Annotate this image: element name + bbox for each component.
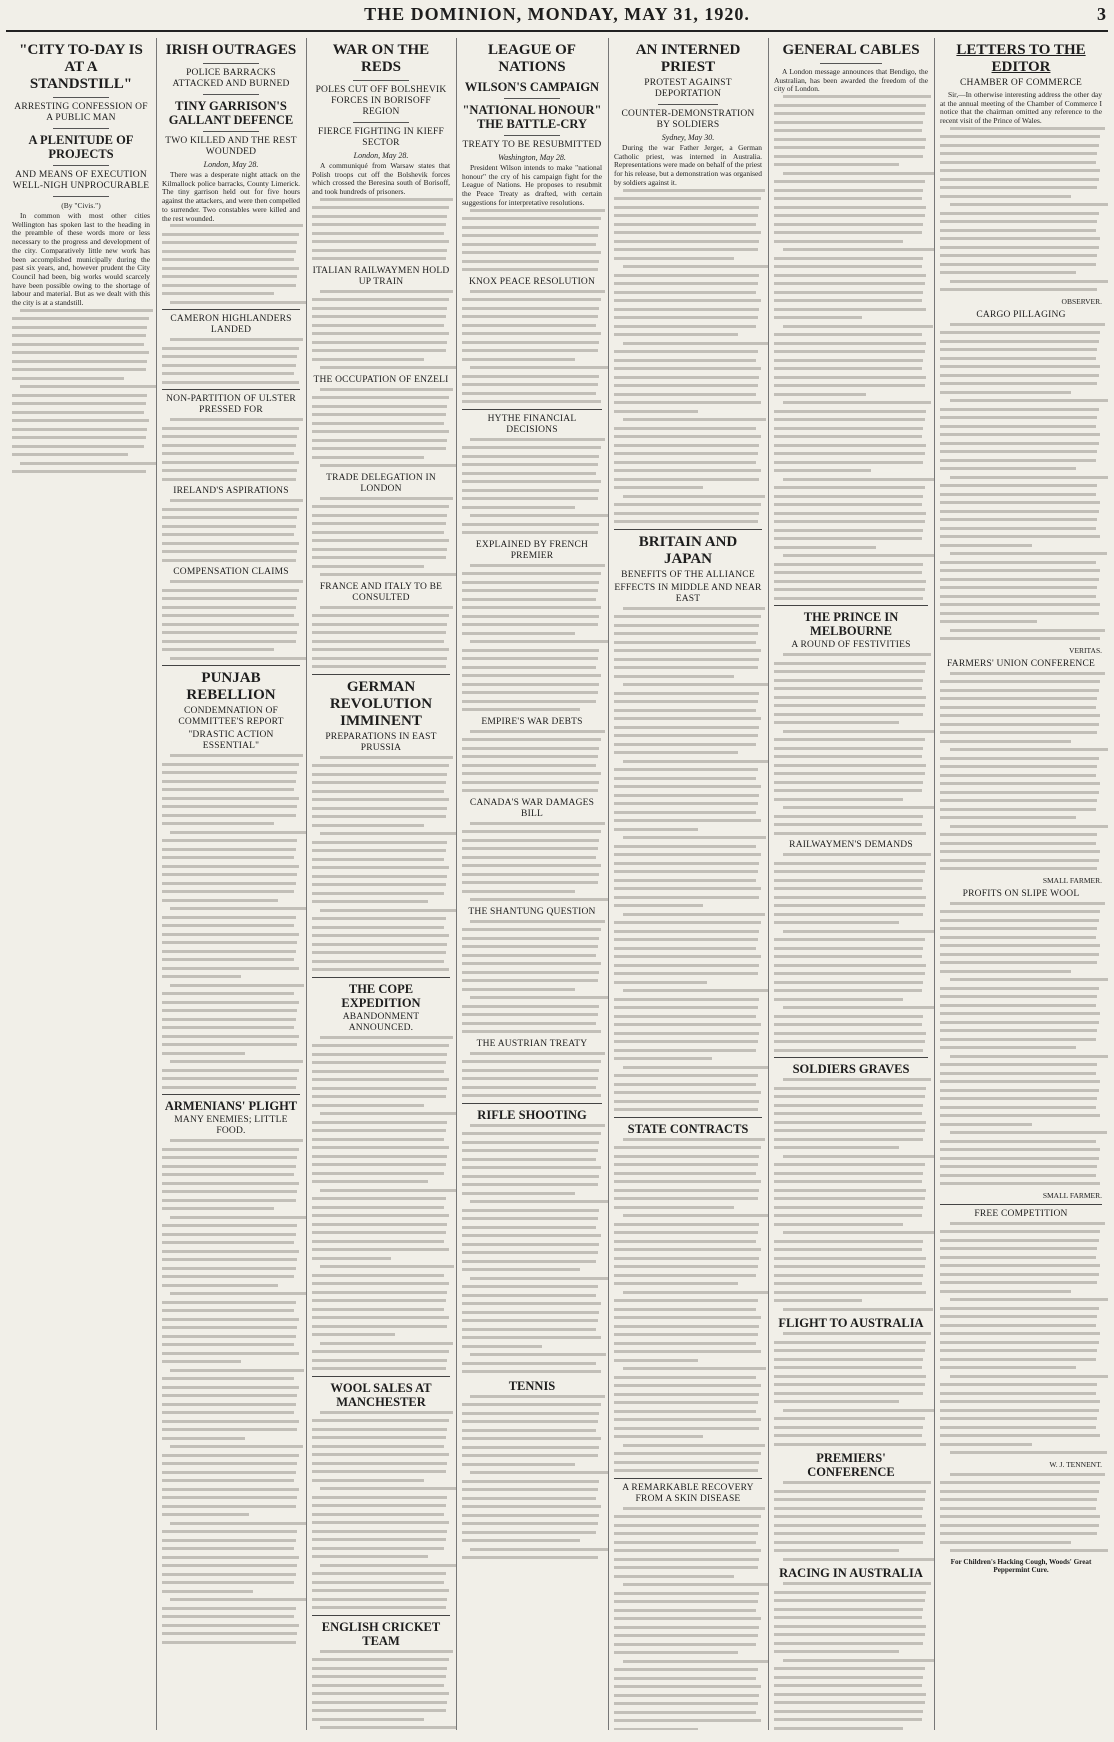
col3-filler-b [312, 290, 450, 370]
col5-subhead-2: COUNTER-DEMONSTRATION BY SOLDIERS [621, 109, 755, 130]
col6-filler-b [774, 653, 928, 835]
col4-body: President Wilson intends to make "national honour" the cry of his campaign fight for the League of Nations. He proposes to resubmit the Peace Treaty as drafted, with certain suggestions for interpretative resolutions. [462, 163, 602, 207]
col4-head-2: KNOX PEACE RESOLUTION [468, 276, 596, 287]
col7-head-5: FREE COMPETITION [974, 1208, 1068, 1219]
col7-filler-e [940, 1222, 1102, 1455]
col7-signature-3: SMALL FARMER. [1042, 875, 1102, 885]
col7-signature-5: W. J. TENNENT. [1049, 1459, 1102, 1469]
col1-subhead-3: AND MEANS OF EXECUTION WELL-NIGH UNPROCURABLE [12, 170, 150, 191]
col4-filler-g [462, 920, 602, 1034]
col6-headline: GENERAL CABLES [782, 42, 920, 58]
col4-filler-h [462, 1052, 602, 1098]
col2-dateline: London, May 28. [203, 160, 259, 169]
col4-dateline: Washington, May 28. [498, 153, 566, 162]
col6-head-3: RAILWAYMEN'S DEMANDS [789, 840, 913, 851]
col4-filler-b [462, 290, 602, 404]
col7-head-2: CARGO PILLAGING [976, 309, 1066, 320]
col4-subhead-3: TREATY TO BE RESUBMITTED [462, 140, 602, 150]
col6-head-4: SOLDIERS GRAVES [792, 1062, 910, 1077]
col7-filler-d [940, 902, 1102, 1186]
col7-filler-b [940, 323, 1102, 641]
col7-signature-1: OBSERVER. [1061, 296, 1102, 306]
col3-head-6-sub: PREPARATIONS IN EAST PRUSSIA [325, 731, 437, 753]
col3-filler-d [312, 497, 450, 577]
column-3 [306, 38, 457, 1730]
col5-filler-a [614, 189, 762, 524]
col3-filler-g [312, 1036, 450, 1371]
col3-headline: WAR ON THE REDS [332, 42, 430, 75]
col4-subhead-1: WILSON'S CAMPAIGN [464, 80, 600, 94]
col3-head-8: WOOL SALES AT MANCHESTER [330, 1380, 432, 1409]
col3-filler-f [312, 756, 450, 972]
col3-filler-e [312, 606, 450, 669]
col6-filler-c [774, 853, 928, 1052]
col2-filler-a [162, 224, 300, 304]
col5-body: During the war Father Jerger, a German Catholic priest, was interned in Australia. Representations were made on behalf of the priest for his release, but a demonstration was organised by soldiers against it. [614, 143, 762, 187]
col2-head-7: ARMENIANS' PLIGHT [164, 1099, 298, 1114]
col7-advert: For Children's Hacking Cough, Woods' Great Peppermint Cure. [950, 1557, 1092, 1574]
col2-head-6-sub: CONDEMNATION OF COMMITTEE'S REPORT [178, 706, 284, 728]
col3-head-7: THE COPE EXPEDITION [341, 981, 421, 1010]
col6-filler-g [774, 1582, 928, 1730]
col4-head-6: CANADA'S WAR DAMAGES BILL [469, 797, 595, 819]
col5-dateline: Sydney, May 30. [661, 133, 715, 142]
col2-filler-d [162, 499, 300, 562]
col2-headline: IRISH OUTRAGES [165, 42, 297, 58]
col7-head-4: PROFITS ON SLIPE WOOL [962, 888, 1080, 899]
col5-filler-d [614, 1507, 762, 1730]
col1-body: In common with most other cities Wellington has spoken last to the heading in the preamble of these words more or less necessary to the progress and development of the city. Comparatively little new work has been accomplished municipally during the past six years, and, however prudent the City Council had been, big works would scarcely have been possible owing to the shortage of labour and material. But as we dealt with this the city is at a standstill. [12, 211, 150, 308]
column-6 [768, 38, 935, 1730]
col4-headline: LEAGUE OF NATIONS [488, 42, 576, 75]
column-5 [608, 38, 769, 1730]
col6-filler-f [774, 1481, 928, 1561]
col4-filler-i [462, 1124, 602, 1374]
col6-head-5: FLIGHT TO AUSTRALIA [778, 1316, 924, 1331]
col4-filler-e [462, 730, 602, 793]
col3-head-2: ITALIAN RAILWAYMEN HOLD UP TRAIN [312, 265, 450, 287]
col3-filler-i [312, 1650, 450, 1730]
col4-subhead-2: "NATIONAL HONOUR" THE BATTLE-CRY [462, 103, 602, 131]
col7-body: Sir,—In otherwise interesting address the other day at the annual meeting of the Chamber of Commerce I notice that the chairman omitted any reference to the recent visit of the Prince of Wales. [940, 90, 1102, 126]
col7-signature-2: VERITAS. [1069, 645, 1102, 655]
col2-subhead-2: TINY GARRISON'S GALLANT DEFENCE [168, 99, 294, 127]
col1-byline: (By "Civis.") [61, 201, 101, 210]
col3-head-5: FRANCE AND ITALY TO BE CONSULTED [319, 581, 443, 603]
column-1 [6, 38, 157, 1730]
col3-head-9: ENGLISH CRICKET TEAM [321, 1619, 441, 1648]
col2-head-2: CAMERON HIGHLANDERS LANDED [170, 314, 292, 336]
col1-filler-text [12, 309, 150, 474]
col3-filler-h [312, 1411, 450, 1610]
col3-filler-a [312, 198, 450, 261]
col1-subhead-1: ARRESTING CONFESSION OF A PUBLIC MAN [14, 102, 148, 123]
col1-subhead-2: A PLENITUDE OF PROJECTS [28, 133, 134, 161]
col4-head-9: RIFLE SHOOTING [477, 1107, 587, 1122]
col3-head-4: TRADE DELEGATION IN LONDON [326, 472, 436, 494]
col7-filler-a [940, 127, 1102, 292]
col2-head-4: IRELAND'S ASPIRATIONS [173, 486, 289, 497]
col4-filler-c [462, 438, 602, 535]
col7-signature-4: SMALL FARMER. [1042, 1190, 1102, 1200]
col3-body: A communiqué from Warsaw states that Polish troops cut off the Bolshevik forces which crossed the Beresina south of Borisoff, and took hundreds of prisoners. [312, 161, 450, 197]
col4-filler-f [462, 822, 602, 902]
col5-head-2-sub: BENEFITS OF THE ALLIANCE [621, 569, 755, 580]
col2-filler-e [162, 580, 300, 660]
col6-body: A London message announces that Bendigo, the Australian, has been awarded the freedom of the city of London. [774, 67, 928, 94]
col3-head-3: THE OCCUPATION OF ENZELI [313, 374, 449, 385]
column-2 [156, 38, 307, 1730]
col1-headline: "CITY TO-DAY IS AT A STANDSTILL" [19, 42, 143, 92]
col6-filler-e [774, 1332, 928, 1446]
col6-head-6: PREMIERS' CONFERENCE [807, 1451, 895, 1480]
col5-head-2: BRITAIN AND JAPAN [638, 533, 738, 567]
column-4 [456, 38, 609, 1730]
col2-filler-b [162, 338, 300, 384]
col7-head-1: CHAMBER OF COMMERCE [959, 78, 1083, 88]
col2-filler-g [162, 1139, 300, 1644]
col2-body: There was a desperate night attack on the Kilmallock police barracks, County Limerick. The tiny garrison held out for five hours against the attackers, and were then compelled to surrender. Two constables were killed and the rest wounded. [162, 170, 300, 223]
col2-head-7-sub: MANY ENEMIES; LITTLE FOOD. [174, 1115, 288, 1137]
col5-filler-b [614, 607, 762, 1112]
col5-head-3: STATE CONTRACTS [627, 1121, 749, 1136]
col5-head-4: A REMARKABLE RECOVERY FROM A SKIN DISEASE [622, 1482, 754, 1504]
col3-filler-c [312, 388, 450, 468]
col2-filler-f [162, 754, 300, 1089]
col6-filler-a [774, 95, 928, 600]
col2-subhead-1: POLICE BARRACKS ATTACKED AND BURNED [172, 68, 290, 89]
col7-head-3: FARMERS' UNION CONFERENCE [947, 658, 1095, 669]
col3-subhead-1: POLES CUT OFF BOLSHEVIK FORCES IN BORISOFF REGION [315, 85, 447, 117]
col2-subhead-3: TWO KILLED AND THE REST WOUNDED [165, 136, 297, 157]
col4-head-7: THE SHANTUNG QUESTION [468, 906, 596, 917]
masthead-title: THE DOMINION, MONDAY, MAY 31, 1920. [364, 4, 750, 24]
col3-dateline: London, May 28. [353, 151, 409, 160]
col4-head-4: EXPLAINED BY FRENCH PREMIER [475, 539, 589, 561]
col6-head-2: THE PRINCE IN MELBOURNE [803, 610, 899, 639]
masthead [6, 4, 1108, 32]
col5-headline: AN INTERNED PRIEST [635, 42, 741, 75]
col3-head-7-sub: ABANDONMENT ANNOUNCED. [342, 1011, 420, 1033]
col2-head-5: COMPENSATION CLAIMS [173, 567, 289, 578]
col5-head-2-sub2: EFFECTS IN MIDDLE AND NEAR EAST [614, 582, 762, 604]
col2-head-6: PUNJAB REBELLION [186, 670, 276, 704]
col2-head-3: NON-PARTITION OF ULSTER PRESSED FOR [166, 394, 296, 416]
col3-subhead-2: FIERCE FIGHTING IN KIEFF SECTOR [318, 127, 444, 148]
col2-head-6-sub2: "DRASTIC ACTION ESSENTIAL" [188, 730, 274, 752]
col4-filler-j [462, 1395, 602, 1560]
col4-head-8: THE AUSTRIAN TREATY [476, 1038, 588, 1049]
col3-head-6: GERMAN REVOLUTION IMMINENT [329, 678, 433, 729]
col4-filler-a [462, 209, 602, 272]
col4-head-10: TENNIS [508, 1378, 556, 1393]
col4-head-5: EMPIRE'S WAR DEBTS [481, 716, 583, 727]
page-number: 3 [1097, 4, 1106, 24]
col7-filler-f [940, 1473, 1102, 1553]
col7-headline: LETTERS TO THE EDITOR [956, 42, 1086, 75]
col4-head-3: HYTHE FINANCIAL DECISIONS [487, 413, 577, 435]
col7-filler-c [940, 672, 1102, 871]
col5-subhead-1: PROTEST AGAINST DEPORTATION [644, 78, 732, 99]
col4-filler-d [462, 564, 602, 712]
col6-head-2-sub: A ROUND OF FESTIVITIES [791, 640, 911, 651]
column-7 [934, 38, 1108, 1730]
col6-head-7: RACING IN AUSTRALIA [779, 1566, 923, 1581]
col2-filler-c [162, 418, 300, 481]
col5-filler-c [614, 1138, 762, 1473]
col6-filler-d [774, 1078, 928, 1311]
